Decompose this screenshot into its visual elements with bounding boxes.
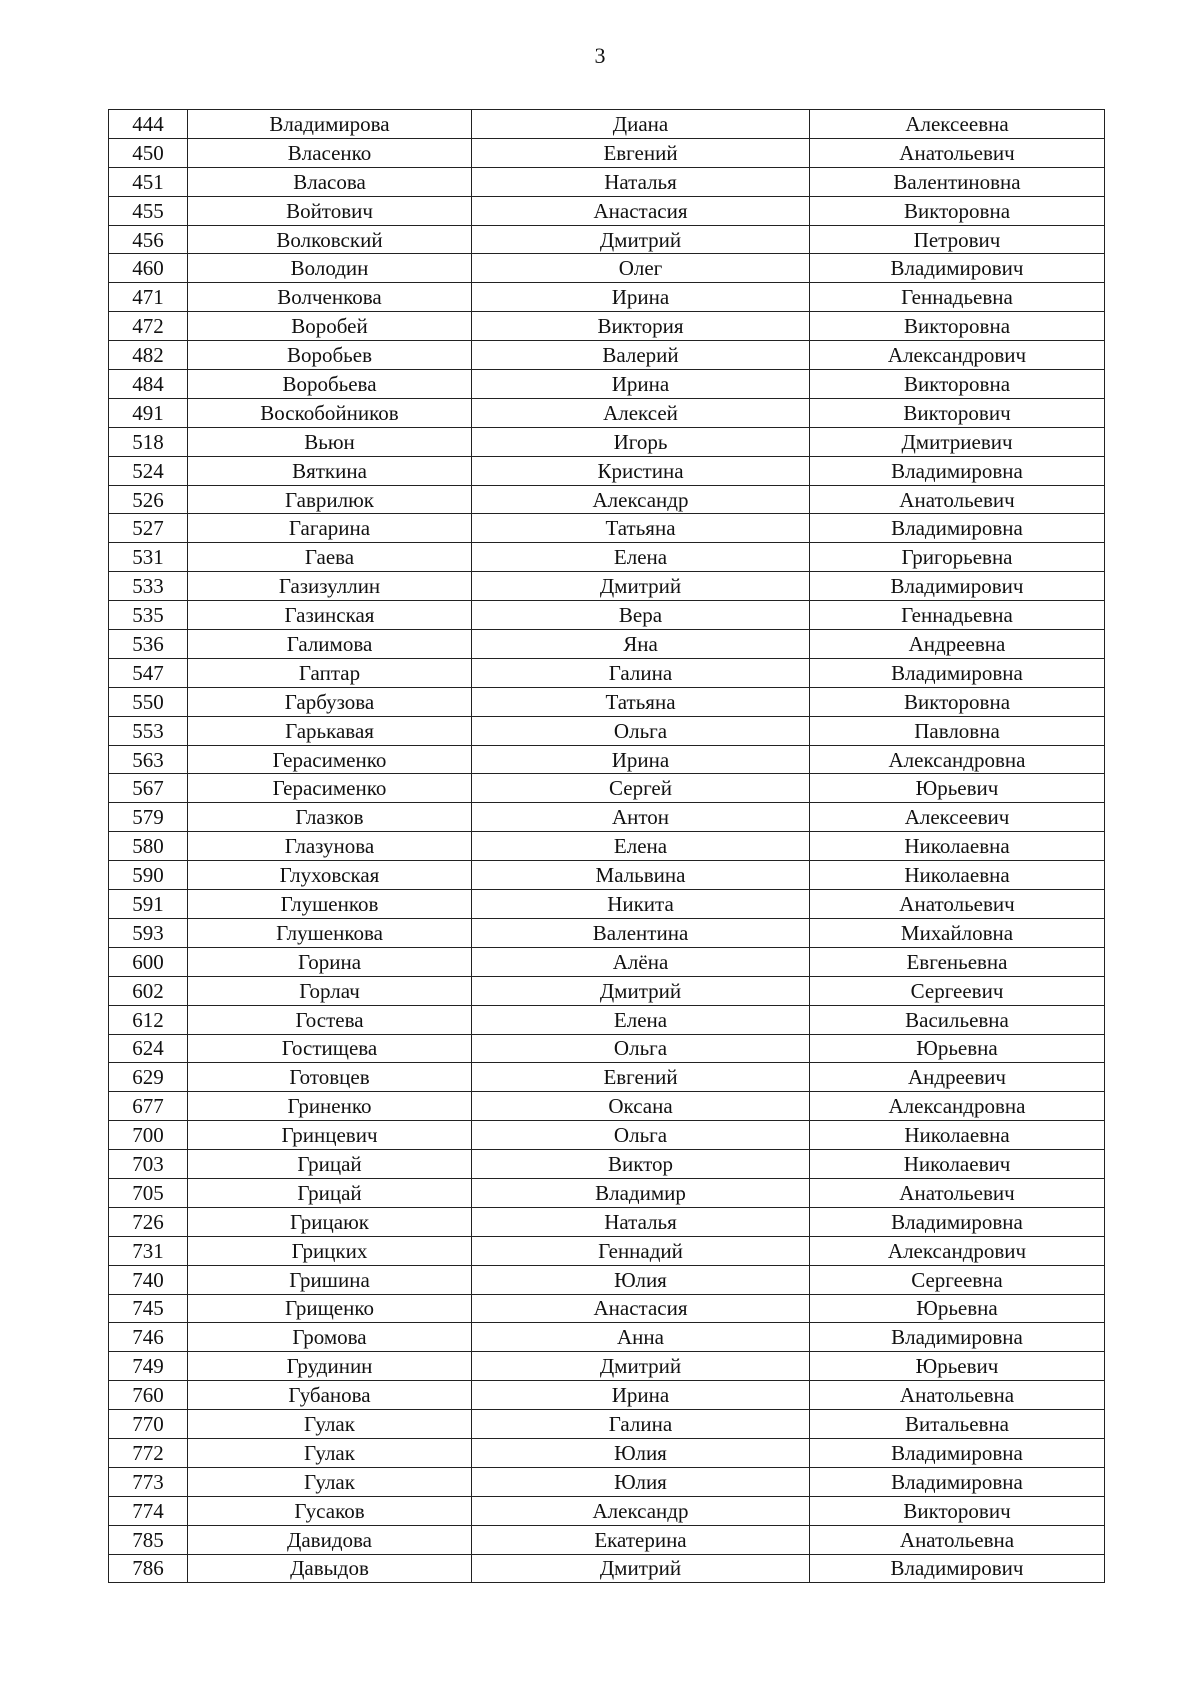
- row-number-cell: 602: [109, 976, 188, 1005]
- last-name-cell: Гулак: [188, 1467, 472, 1496]
- row-number-cell: 526: [109, 485, 188, 514]
- last-name-cell: Воробьева: [188, 370, 472, 399]
- first-name-cell: Мальвина: [472, 861, 810, 890]
- table-row: [109, 947, 1105, 976]
- patronymic-cell: Николаевна: [810, 1121, 1105, 1150]
- last-name-cell: Гришина: [188, 1265, 472, 1294]
- last-name-cell: Газинская: [188, 601, 472, 630]
- table-row: [109, 832, 1105, 861]
- first-name-cell: Ирина: [472, 283, 810, 312]
- first-name-cell: Виктория: [472, 312, 810, 341]
- table-row: [109, 543, 1105, 572]
- row-number-cell: 472: [109, 312, 188, 341]
- first-name-cell: Дмитрий: [472, 976, 810, 1005]
- patronymic-cell: Анатольевич: [810, 485, 1105, 514]
- first-name-cell: Галина: [472, 1410, 810, 1439]
- patronymic-cell: Викторовна: [810, 196, 1105, 225]
- patronymic-cell: Викторовна: [810, 687, 1105, 716]
- last-name-cell: Вяткина: [188, 456, 472, 485]
- last-name-cell: Герасименко: [188, 745, 472, 774]
- table-row: [109, 138, 1105, 167]
- first-name-cell: Александр: [472, 1496, 810, 1525]
- first-name-cell: Наталья: [472, 167, 810, 196]
- last-name-cell: Газизуллин: [188, 572, 472, 601]
- first-name-cell: Елена: [472, 1005, 810, 1034]
- row-number-cell: 455: [109, 196, 188, 225]
- patronymic-cell: Юрьевич: [810, 1352, 1105, 1381]
- row-number-cell: 749: [109, 1352, 188, 1381]
- table-row: [109, 774, 1105, 803]
- first-name-cell: Оксана: [472, 1092, 810, 1121]
- table-row: [109, 485, 1105, 514]
- row-number-cell: 629: [109, 1063, 188, 1092]
- row-number-cell: 703: [109, 1150, 188, 1179]
- first-name-cell: Ирина: [472, 1381, 810, 1410]
- last-name-cell: Давидова: [188, 1525, 472, 1554]
- patronymic-cell: Владимировна: [810, 514, 1105, 543]
- patronymic-cell: Евгеньевна: [810, 947, 1105, 976]
- patronymic-cell: Юрьевна: [810, 1034, 1105, 1063]
- first-name-cell: Дмитрий: [472, 225, 810, 254]
- first-name-cell: Игорь: [472, 427, 810, 456]
- table-row: [109, 1294, 1105, 1323]
- row-number-cell: 524: [109, 456, 188, 485]
- patronymic-cell: Викторович: [810, 1496, 1105, 1525]
- last-name-cell: Грицай: [188, 1178, 472, 1207]
- first-name-cell: Татьяна: [472, 514, 810, 543]
- table-row: [109, 976, 1105, 1005]
- last-name-cell: Горлач: [188, 976, 472, 1005]
- table-row: [109, 572, 1105, 601]
- last-name-cell: Волковский: [188, 225, 472, 254]
- table-row: [109, 1467, 1105, 1496]
- table-row: [109, 1121, 1105, 1150]
- row-number-cell: 760: [109, 1381, 188, 1410]
- row-number-cell: 484: [109, 370, 188, 399]
- last-name-cell: Гринцевич: [188, 1121, 472, 1150]
- row-number-cell: 700: [109, 1121, 188, 1150]
- last-name-cell: Гулак: [188, 1410, 472, 1439]
- patronymic-cell: Александрович: [810, 1236, 1105, 1265]
- row-number-cell: 450: [109, 138, 188, 167]
- table-row: [109, 1034, 1105, 1063]
- patronymic-cell: Владимировна: [810, 1207, 1105, 1236]
- patronymic-cell: Александрович: [810, 341, 1105, 370]
- first-name-cell: Елена: [472, 832, 810, 861]
- last-name-cell: Грицких: [188, 1236, 472, 1265]
- last-name-cell: Галимова: [188, 630, 472, 659]
- table-row: [109, 630, 1105, 659]
- table-row: [109, 167, 1105, 196]
- patronymic-cell: Васильевна: [810, 1005, 1105, 1034]
- last-name-cell: Готовцев: [188, 1063, 472, 1092]
- table-row: [109, 601, 1105, 630]
- table-row: [109, 225, 1105, 254]
- first-name-cell: Александр: [472, 485, 810, 514]
- patronymic-cell: Николаевич: [810, 1150, 1105, 1179]
- last-name-cell: Воскобойников: [188, 398, 472, 427]
- first-name-cell: Антон: [472, 803, 810, 832]
- row-number-cell: 590: [109, 861, 188, 890]
- last-name-cell: Глазунова: [188, 832, 472, 861]
- row-number-cell: 491: [109, 398, 188, 427]
- row-number-cell: 533: [109, 572, 188, 601]
- page-number: 3: [594, 43, 606, 68]
- last-name-cell: Гриненко: [188, 1092, 472, 1121]
- patronymic-cell: Дмитриевич: [810, 427, 1105, 456]
- first-name-cell: Елена: [472, 543, 810, 572]
- first-name-cell: Кристина: [472, 456, 810, 485]
- row-number-cell: 444: [109, 110, 188, 139]
- row-number-cell: 705: [109, 1178, 188, 1207]
- row-number-cell: 745: [109, 1294, 188, 1323]
- first-name-cell: Татьяна: [472, 687, 810, 716]
- first-name-cell: Никита: [472, 890, 810, 919]
- patronymic-cell: Владимировна: [810, 1467, 1105, 1496]
- table-row: [109, 312, 1105, 341]
- table-row: [109, 1207, 1105, 1236]
- roster-body: [109, 110, 1105, 1583]
- first-name-cell: Вера: [472, 601, 810, 630]
- last-name-cell: Глушенкова: [188, 918, 472, 947]
- last-name-cell: Гостева: [188, 1005, 472, 1034]
- row-number-cell: 612: [109, 1005, 188, 1034]
- table-row: [109, 1323, 1105, 1352]
- row-number-cell: 624: [109, 1034, 188, 1063]
- row-number-cell: 774: [109, 1496, 188, 1525]
- table-row: [109, 658, 1105, 687]
- first-name-cell: Галина: [472, 658, 810, 687]
- last-name-cell: Гагарина: [188, 514, 472, 543]
- row-number-cell: 460: [109, 254, 188, 283]
- patronymic-cell: Владимировна: [810, 1323, 1105, 1352]
- first-name-cell: Сергей: [472, 774, 810, 803]
- table-row: [109, 110, 1105, 139]
- first-name-cell: Юлия: [472, 1438, 810, 1467]
- last-name-cell: Горина: [188, 947, 472, 976]
- patronymic-cell: Николаевна: [810, 832, 1105, 861]
- first-name-cell: Виктор: [472, 1150, 810, 1179]
- last-name-cell: Герасименко: [188, 774, 472, 803]
- first-name-cell: Наталья: [472, 1207, 810, 1236]
- table-row: [109, 1092, 1105, 1121]
- first-name-cell: Валерий: [472, 341, 810, 370]
- patronymic-cell: Анатольевич: [810, 138, 1105, 167]
- patronymic-cell: Юрьевич: [810, 774, 1105, 803]
- last-name-cell: Гаева: [188, 543, 472, 572]
- last-name-cell: Гусаков: [188, 1496, 472, 1525]
- last-name-cell: Глуховская: [188, 861, 472, 890]
- last-name-cell: Грищенко: [188, 1294, 472, 1323]
- patronymic-cell: Андреевич: [810, 1063, 1105, 1092]
- row-number-cell: 773: [109, 1467, 188, 1496]
- patronymic-cell: Витальевна: [810, 1410, 1105, 1439]
- roster-table: [108, 109, 1105, 1583]
- row-number-cell: 579: [109, 803, 188, 832]
- last-name-cell: Воробей: [188, 312, 472, 341]
- first-name-cell: Ирина: [472, 370, 810, 399]
- table-row: [109, 918, 1105, 947]
- first-name-cell: Анна: [472, 1323, 810, 1352]
- patronymic-cell: Анатольевна: [810, 1525, 1105, 1554]
- patronymic-cell: Андреевна: [810, 630, 1105, 659]
- row-number-cell: 731: [109, 1236, 188, 1265]
- table-row: [109, 1381, 1105, 1410]
- table-row: [109, 803, 1105, 832]
- first-name-cell: Юлия: [472, 1265, 810, 1294]
- table-row: [109, 254, 1105, 283]
- patronymic-cell: Владимировна: [810, 456, 1105, 485]
- patronymic-cell: Александровна: [810, 1092, 1105, 1121]
- first-name-cell: Ольга: [472, 1034, 810, 1063]
- row-number-cell: 518: [109, 427, 188, 456]
- last-name-cell: Грицай: [188, 1150, 472, 1179]
- first-name-cell: Ольга: [472, 716, 810, 745]
- first-name-cell: Валентина: [472, 918, 810, 947]
- patronymic-cell: Геннадьевна: [810, 283, 1105, 312]
- last-name-cell: Владимирова: [188, 110, 472, 139]
- row-number-cell: 547: [109, 658, 188, 687]
- table-row: [109, 687, 1105, 716]
- patronymic-cell: Григорьевна: [810, 543, 1105, 572]
- patronymic-cell: Юрьевна: [810, 1294, 1105, 1323]
- last-name-cell: Гаптар: [188, 658, 472, 687]
- row-number-cell: 772: [109, 1438, 188, 1467]
- first-name-cell: Юлия: [472, 1467, 810, 1496]
- last-name-cell: Власова: [188, 167, 472, 196]
- patronymic-cell: Викторовна: [810, 370, 1105, 399]
- row-number-cell: 786: [109, 1554, 188, 1583]
- row-number-cell: 535: [109, 601, 188, 630]
- table-row: [109, 456, 1105, 485]
- table-row: [109, 1005, 1105, 1034]
- table-row: [109, 1438, 1105, 1467]
- table-row: [109, 745, 1105, 774]
- table-row: [109, 1178, 1105, 1207]
- patronymic-cell: Анатольевич: [810, 890, 1105, 919]
- table-row: [109, 1554, 1105, 1583]
- row-number-cell: 726: [109, 1207, 188, 1236]
- patronymic-cell: Николаевна: [810, 861, 1105, 890]
- row-number-cell: 553: [109, 716, 188, 745]
- patronymic-cell: Сергеевич: [810, 976, 1105, 1005]
- patronymic-cell: Валентиновна: [810, 167, 1105, 196]
- first-name-cell: Дмитрий: [472, 1554, 810, 1583]
- last-name-cell: Глушенков: [188, 890, 472, 919]
- row-number-cell: 600: [109, 947, 188, 976]
- patronymic-cell: Викторович: [810, 398, 1105, 427]
- last-name-cell: Войтович: [188, 196, 472, 225]
- row-number-cell: 677: [109, 1092, 188, 1121]
- first-name-cell: Алёна: [472, 947, 810, 976]
- row-number-cell: 550: [109, 687, 188, 716]
- table-row: [109, 196, 1105, 225]
- last-name-cell: Давыдов: [188, 1554, 472, 1583]
- table-row: [109, 427, 1105, 456]
- first-name-cell: Дмитрий: [472, 1352, 810, 1381]
- table-row: [109, 283, 1105, 312]
- table-row: [109, 1265, 1105, 1294]
- patronymic-cell: Петрович: [810, 225, 1105, 254]
- patronymic-cell: Анатольевич: [810, 1178, 1105, 1207]
- table-row: [109, 1236, 1105, 1265]
- last-name-cell: Гостищева: [188, 1034, 472, 1063]
- last-name-cell: Губанова: [188, 1381, 472, 1410]
- table-row: [109, 514, 1105, 543]
- table-row: [109, 341, 1105, 370]
- patronymic-cell: Михайловна: [810, 918, 1105, 947]
- table-row: [109, 398, 1105, 427]
- first-name-cell: Евгений: [472, 1063, 810, 1092]
- row-number-cell: 567: [109, 774, 188, 803]
- row-number-cell: 591: [109, 890, 188, 919]
- table-row: [109, 861, 1105, 890]
- first-name-cell: Алексей: [472, 398, 810, 427]
- last-name-cell: Грицаюк: [188, 1207, 472, 1236]
- first-name-cell: Анастасия: [472, 196, 810, 225]
- first-name-cell: Геннадий: [472, 1236, 810, 1265]
- patronymic-cell: Владимировна: [810, 658, 1105, 687]
- first-name-cell: Дмитрий: [472, 572, 810, 601]
- patronymic-cell: Владимирович: [810, 254, 1105, 283]
- first-name-cell: Екатерина: [472, 1525, 810, 1554]
- first-name-cell: Олег: [472, 254, 810, 283]
- patronymic-cell: Владимирович: [810, 572, 1105, 601]
- table-row: [109, 1525, 1105, 1554]
- row-number-cell: 527: [109, 514, 188, 543]
- last-name-cell: Власенко: [188, 138, 472, 167]
- row-number-cell: 531: [109, 543, 188, 572]
- last-name-cell: Глазков: [188, 803, 472, 832]
- last-name-cell: Гарькавая: [188, 716, 472, 745]
- last-name-cell: Волченкова: [188, 283, 472, 312]
- first-name-cell: Владимир: [472, 1178, 810, 1207]
- table-row: [109, 716, 1105, 745]
- row-number-cell: 536: [109, 630, 188, 659]
- first-name-cell: Яна: [472, 630, 810, 659]
- first-name-cell: Евгений: [472, 138, 810, 167]
- first-name-cell: Диана: [472, 110, 810, 139]
- table-row: [109, 1352, 1105, 1381]
- row-number-cell: 740: [109, 1265, 188, 1294]
- last-name-cell: Громова: [188, 1323, 472, 1352]
- patronymic-cell: Владимировна: [810, 1438, 1105, 1467]
- table-row: [109, 1410, 1105, 1439]
- row-number-cell: 785: [109, 1525, 188, 1554]
- last-name-cell: Володин: [188, 254, 472, 283]
- table-row: [109, 1150, 1105, 1179]
- row-number-cell: 471: [109, 283, 188, 312]
- first-name-cell: Анастасия: [472, 1294, 810, 1323]
- last-name-cell: Грудинин: [188, 1352, 472, 1381]
- last-name-cell: Вьюн: [188, 427, 472, 456]
- row-number-cell: 482: [109, 341, 188, 370]
- row-number-cell: 456: [109, 225, 188, 254]
- patronymic-cell: Александровна: [810, 745, 1105, 774]
- table-row: [109, 1496, 1105, 1525]
- patronymic-cell: Алексеевич: [810, 803, 1105, 832]
- first-name-cell: Ольга: [472, 1121, 810, 1150]
- row-number-cell: 746: [109, 1323, 188, 1352]
- last-name-cell: Гаврилюк: [188, 485, 472, 514]
- row-number-cell: 580: [109, 832, 188, 861]
- patronymic-cell: Павловна: [810, 716, 1105, 745]
- patronymic-cell: Алексеевна: [810, 110, 1105, 139]
- patronymic-cell: Геннадьевна: [810, 601, 1105, 630]
- last-name-cell: Гулак: [188, 1438, 472, 1467]
- last-name-cell: Гарбузова: [188, 687, 472, 716]
- row-number-cell: 563: [109, 745, 188, 774]
- table-row: [109, 890, 1105, 919]
- last-name-cell: Воробьев: [188, 341, 472, 370]
- table-row: [109, 370, 1105, 399]
- patronymic-cell: Сергеевна: [810, 1265, 1105, 1294]
- row-number-cell: 593: [109, 918, 188, 947]
- patronymic-cell: Анатольевна: [810, 1381, 1105, 1410]
- patronymic-cell: Викторовна: [810, 312, 1105, 341]
- row-number-cell: 770: [109, 1410, 188, 1439]
- first-name-cell: Ирина: [472, 745, 810, 774]
- patronymic-cell: Владимирович: [810, 1554, 1105, 1583]
- row-number-cell: 451: [109, 167, 188, 196]
- table-row: [109, 1063, 1105, 1092]
